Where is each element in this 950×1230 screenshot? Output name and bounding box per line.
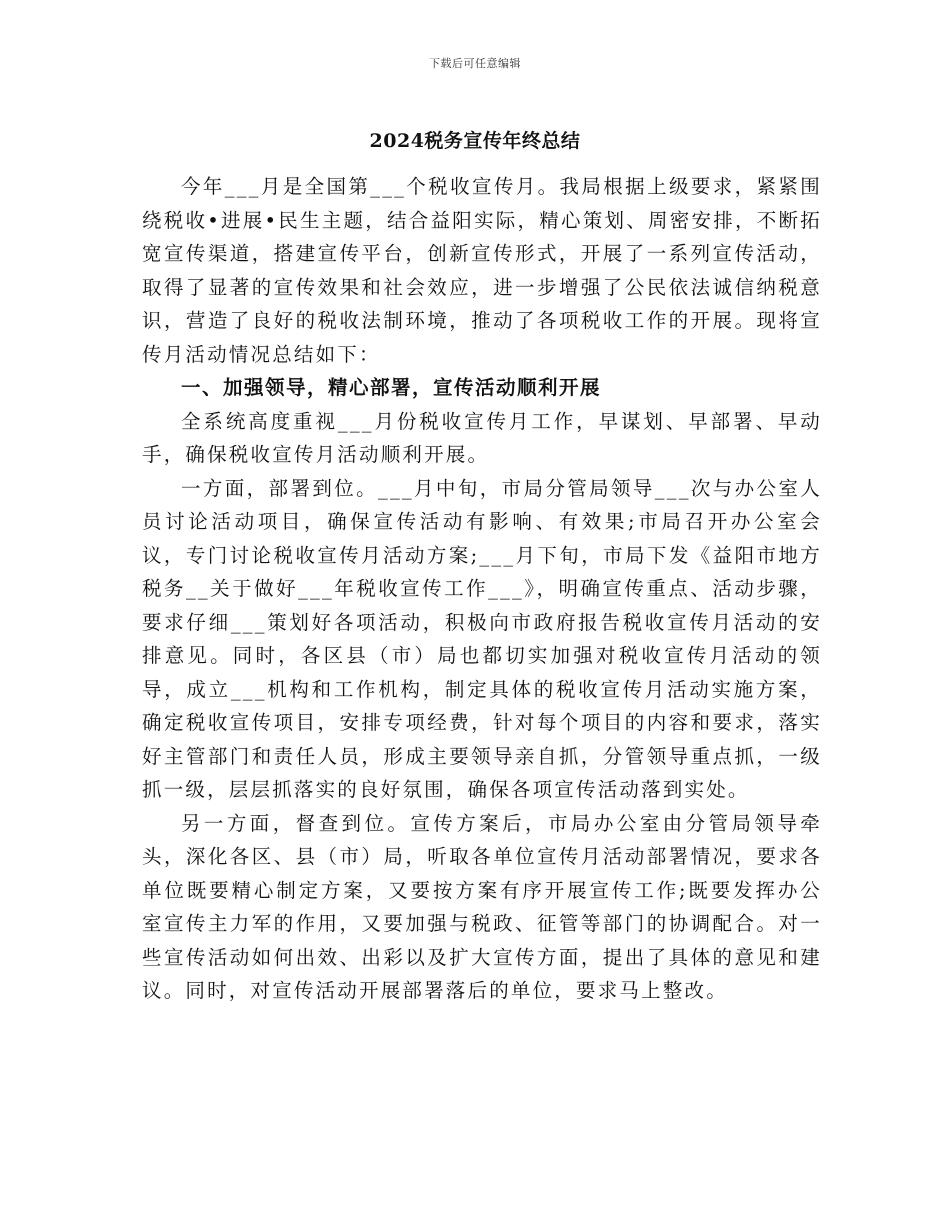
paragraph-deployment: 一方面，部署到位。___月中旬，市局分管局领导___次与办公室人员讨论活动项目，确保宣传活动有影响、有效果;市局召开办公室会议，专门讨论税收宣传月活动方案;___月下旬，市局下发《益阳市地方税务__关于做好___年税收宣传工作___》，明确宣传重点、活动步骤，要求仔细___策划好各项活动，积极向市政府报告税收宣传月活动的安排意见。同时，各区县（市）局也都切实加强对税收宣传月活动的领导，成立___机构和工作机构，制定具体的税收宣传月活动实施方案，确定税收宣传项目，安排专项经费，针对每个项目的内容和要求，落实好主管部门和责任人员，形成主要领导亲自抓，分管领导重点抓，一级抓一级，层层抓落实的良好氛围，确保各项宣传活动落到实处。 <box>142 476 822 801</box>
document-body <box>142 170 822 1008</box>
paragraph-overview: 全系统高度重视___月份税收宣传月工作，早谋划、早部署、早动手，确保税收宣传月活动顺利开展。 <box>142 409 822 466</box>
paragraph-intro: 今年___月是全国第___个税收宣传月。我局根据上级要求，紧紧围绕税收•进展•民生主题，结合益阳实际，精心策划、周密安排，不断拓宽宣传渠道，搭建宣传平台，创新宣传形式，开展了一系列宣传活动，取得了显著的宣传效果和社会效应，进一步增强了公民依法诚信纳税意识，营造了良好的税收法制环境，推动了各项税收工作的开展。现将宣传月活动情况总结如下： <box>142 175 822 366</box>
paragraph-supervision: 另一方面，督查到位。宣传方案后，市局办公室由分管局领导牵头，深化各区、县（市）局，听取各单位宣传月活动部署情况，要求各单位既要精心制定方案，又要按方案有序开展宣传工作;既要发挥办公室宣传主力军的作用，又要加强与税政、征管等部门的协调配合。对一些宣传活动如何出效、出彩以及扩大宣传方面，提出了具体的意见和建议。同时，对宣传活动开展部署落后的单位，要求马上整改。 <box>142 811 822 1002</box>
document-title: 2024税务宣传年终总结 <box>369 130 581 152</box>
header-note: 下载后可任意编辑 <box>429 57 521 70</box>
section-heading-1: 一、加强领导，精心部署，宣传活动顺利开展 <box>181 376 602 399</box>
